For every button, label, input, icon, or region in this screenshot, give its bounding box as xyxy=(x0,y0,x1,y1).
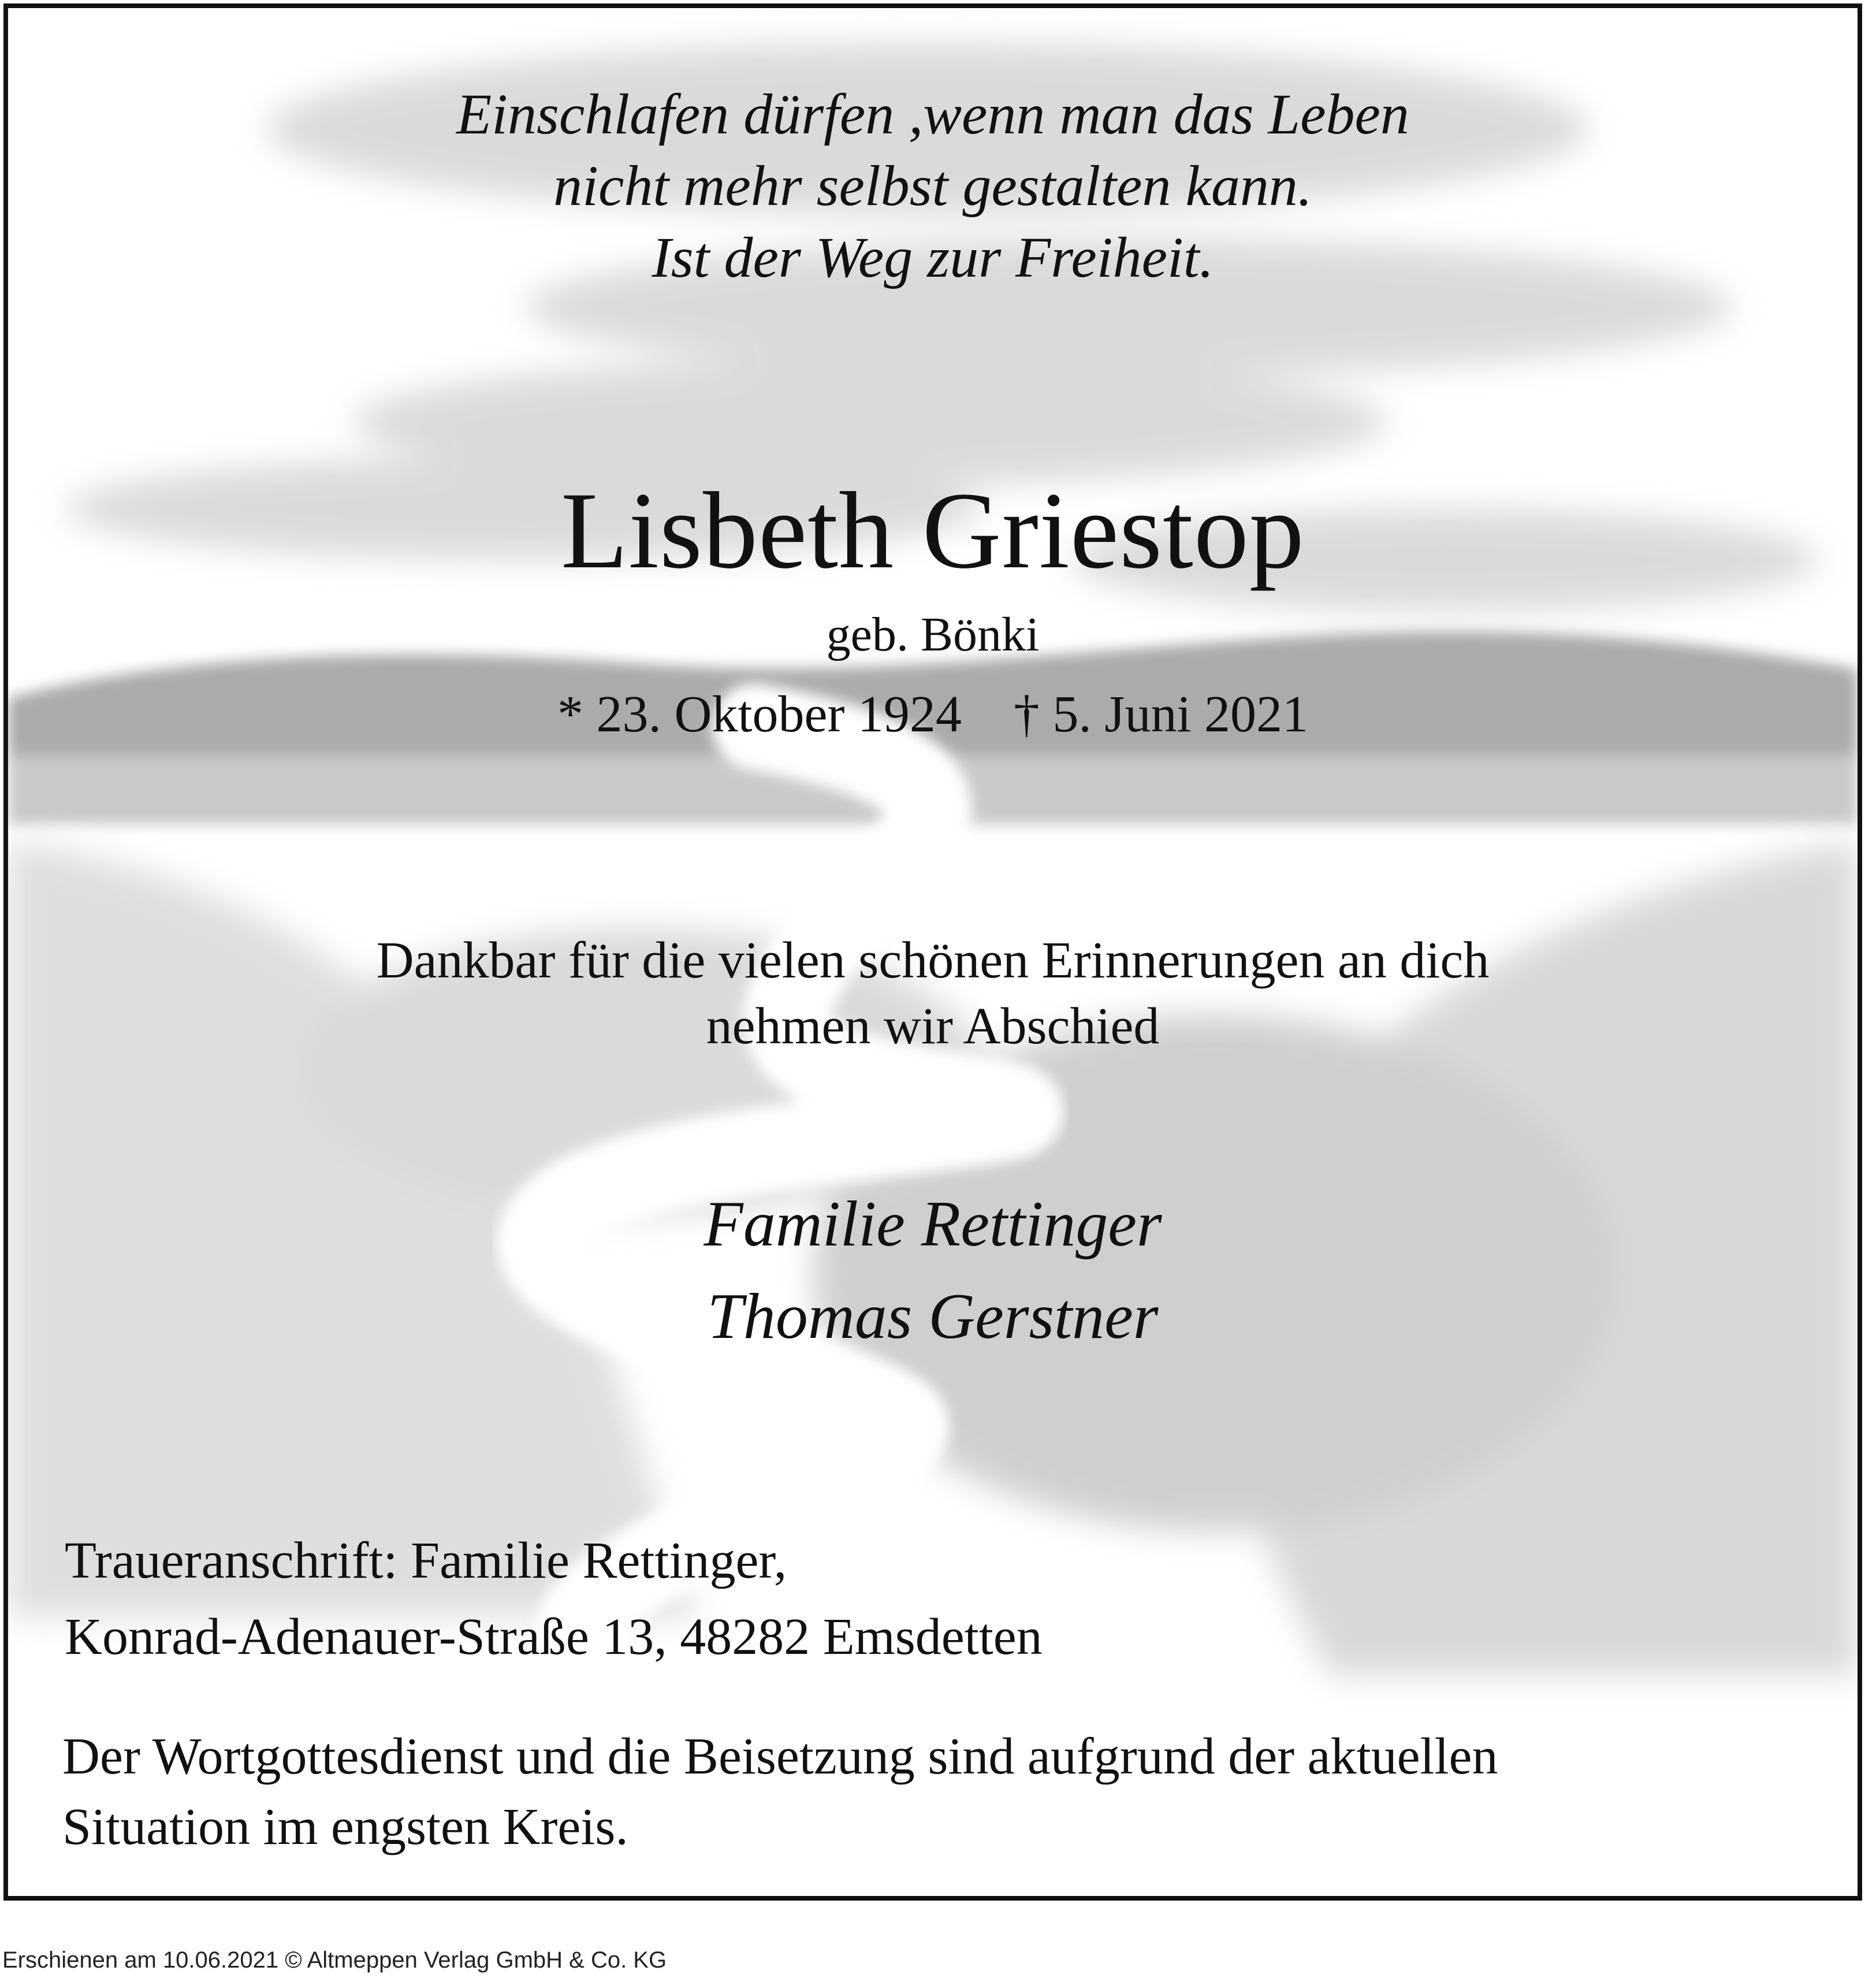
service-note xyxy=(62,1722,1498,1862)
address-line: Traueranschrift: Familie Rettinger, xyxy=(65,1532,787,1589)
thanks-block xyxy=(8,928,1858,1059)
publication-footer: Erschienen am 10.06.2021 © Altmeppen Verlag GmbH & Co. KG xyxy=(2,1947,667,1973)
service-line: Situation im engsten Kreis. xyxy=(62,1798,628,1856)
quote-line: Ist der Weg zur Freiheit. xyxy=(652,225,1214,289)
deceased-name: Lisbeth Griestop xyxy=(561,470,1305,592)
obituary-notice xyxy=(3,3,1862,1901)
thanks-line: nehmen wir Abschied xyxy=(706,998,1160,1055)
thanks-line: Dankbar für die vielen schönen Erinnerungen an dich xyxy=(376,932,1490,989)
quote-line: nicht mehr selbst gestalten kann. xyxy=(553,154,1312,218)
signer: Thomas Gerstner xyxy=(707,1281,1159,1352)
address-line: Konrad-Adenauer-Straße 13, 48282 Emsdetten xyxy=(65,1608,1043,1665)
signers-block xyxy=(8,1178,1858,1363)
quote-block xyxy=(8,79,1858,293)
mourning-address xyxy=(65,1523,1043,1675)
maiden-name: geb. Bönki xyxy=(826,608,1040,661)
quote-line: Einschlafen dürfen ,wenn man das Leben xyxy=(456,82,1409,146)
service-line: Der Wortgottesdienst und die Beisetzung sind aufgrund der aktuellen xyxy=(62,1728,1498,1785)
signer: Familie Rettinger xyxy=(704,1188,1162,1260)
life-dates: * 23. Oktober 1924 † 5. Juni 2021 xyxy=(557,686,1308,743)
